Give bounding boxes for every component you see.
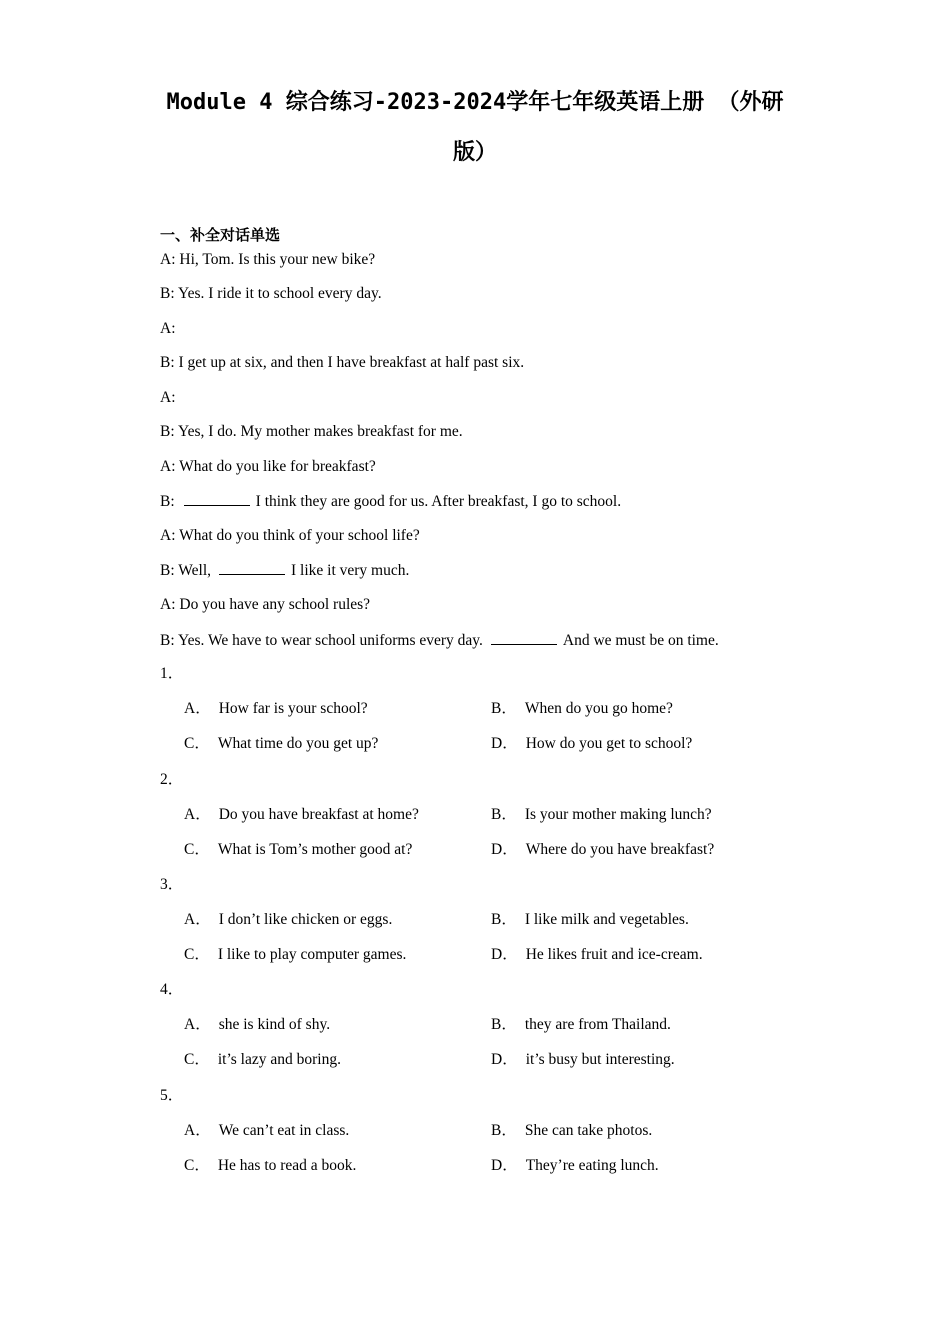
- option-letter: A．: [184, 1016, 211, 1033]
- option-text: He has to read a book.: [217, 1157, 357, 1174]
- option-c[interactable]: [184, 945, 406, 965]
- option-b[interactable]: [491, 699, 673, 719]
- dialogue-text: B: Yes. We have to wear school uniforms every day.: [160, 632, 483, 649]
- option-text: it’s busy but interesting.: [525, 1051, 675, 1068]
- option-letter: C．: [184, 1157, 210, 1174]
- dialogue-line: B: Yes. I ride it to school every day.: [160, 285, 382, 302]
- answer-blank-5: [491, 630, 557, 645]
- dialogue-text: And we must be on time.: [562, 632, 719, 649]
- option-d[interactable]: [491, 1156, 659, 1176]
- option-text: they are from Thailand.: [524, 1016, 671, 1033]
- option-letter: A．: [184, 911, 211, 928]
- option-c[interactable]: [184, 840, 412, 860]
- option-d[interactable]: [491, 734, 692, 754]
- option-letter: B．: [491, 1016, 517, 1033]
- question-number: 3．: [160, 876, 184, 893]
- option-d[interactable]: [491, 945, 703, 965]
- option-text: I like to play computer games.: [217, 946, 407, 963]
- option-text: We can’t eat in class.: [218, 1122, 350, 1139]
- option-letter: D．: [491, 1157, 518, 1174]
- answer-blank-4: [219, 560, 285, 575]
- option-letter: A．: [184, 806, 211, 823]
- answer-blank-3: [184, 491, 250, 506]
- option-text: What time do you get up?: [217, 735, 379, 752]
- option-b[interactable]: [491, 805, 712, 825]
- page-title-line-2: 版）: [452, 140, 497, 165]
- dialogue-line: A:: [160, 389, 176, 406]
- dialogue-line: [160, 630, 719, 651]
- option-text: What is Tom’s mother good at?: [217, 841, 413, 858]
- option-c[interactable]: [184, 1156, 356, 1176]
- option-letter: C．: [184, 735, 210, 752]
- option-b[interactable]: [491, 910, 689, 930]
- dialogue-text: I like it very much.: [291, 562, 410, 579]
- question-number: 1．: [160, 665, 184, 682]
- dialogue-line: B: I get up at six, and then I have breakfast at half past six.: [160, 354, 525, 371]
- question-number: 4．: [160, 981, 184, 998]
- option-text: How far is your school?: [218, 700, 368, 717]
- option-letter: A．: [184, 700, 211, 717]
- dialogue-line: B: Yes, I do. My mother makes breakfast for me.: [160, 423, 463, 440]
- option-text: it’s lazy and boring.: [217, 1051, 341, 1068]
- dialogue-line: [160, 560, 409, 581]
- option-c[interactable]: [184, 734, 378, 754]
- option-letter: C．: [184, 946, 210, 963]
- dialogue-line: A: What do you like for breakfast?: [160, 458, 376, 475]
- option-text: She can take photos.: [524, 1122, 653, 1139]
- dialogue-line: A: Do you have any school rules?: [160, 596, 371, 613]
- option-text: How do you get to school?: [525, 735, 693, 752]
- option-letter: B．: [491, 700, 517, 717]
- option-text: When do you go home?: [524, 700, 673, 717]
- option-letter: A．: [184, 1122, 211, 1139]
- option-text: Do you have breakfast at home?: [218, 806, 419, 823]
- question-number: 2．: [160, 771, 184, 788]
- option-a[interactable]: [184, 1121, 349, 1141]
- option-a[interactable]: [184, 699, 368, 719]
- dialogue-line: [160, 491, 621, 512]
- option-letter: C．: [184, 1051, 210, 1068]
- option-text: she is kind of shy.: [218, 1016, 331, 1033]
- option-letter: B．: [491, 806, 517, 823]
- option-text: He likes fruit and ice-cream.: [525, 946, 703, 963]
- dialogue-line: A: What do you think of your school life?: [160, 527, 420, 544]
- option-text: Where do you have breakfast?: [525, 841, 715, 858]
- option-letter: D．: [491, 735, 518, 752]
- option-letter: D．: [491, 1051, 518, 1068]
- option-letter: B．: [491, 911, 517, 928]
- option-b[interactable]: [491, 1121, 652, 1141]
- option-letter: D．: [491, 841, 518, 858]
- option-letter: C．: [184, 841, 210, 858]
- page-title: [140, 78, 810, 178]
- dialogue-text: B:: [160, 493, 175, 510]
- page-title-line-1: Module 4 综合练习-2023-2024学年七年级英语上册 （外研: [166, 90, 784, 115]
- section-heading: 一、补全对话单选: [160, 226, 281, 244]
- option-letter: B．: [491, 1122, 517, 1139]
- option-a[interactable]: [184, 805, 419, 825]
- option-text: I like milk and vegetables.: [524, 911, 689, 928]
- option-text: Is your mother making lunch?: [524, 806, 712, 823]
- option-d[interactable]: [491, 1050, 675, 1070]
- option-b[interactable]: [491, 1015, 671, 1035]
- option-text: They’re eating lunch.: [525, 1157, 659, 1174]
- dialogue-text: I think they are good for us. After breakfast, I go to school.: [255, 493, 622, 510]
- option-d[interactable]: [491, 840, 714, 860]
- option-a[interactable]: [184, 910, 392, 930]
- dialogue-line: A:: [160, 320, 176, 337]
- dialogue-text: B: Well,: [160, 562, 211, 579]
- option-letter: D．: [491, 946, 518, 963]
- option-a[interactable]: [184, 1015, 330, 1035]
- dialogue-line: A: Hi, Tom. Is this your new bike?: [160, 251, 376, 268]
- question-number: 5．: [160, 1087, 184, 1104]
- option-text: I don’t like chicken or eggs.: [218, 911, 393, 928]
- option-c[interactable]: [184, 1050, 341, 1070]
